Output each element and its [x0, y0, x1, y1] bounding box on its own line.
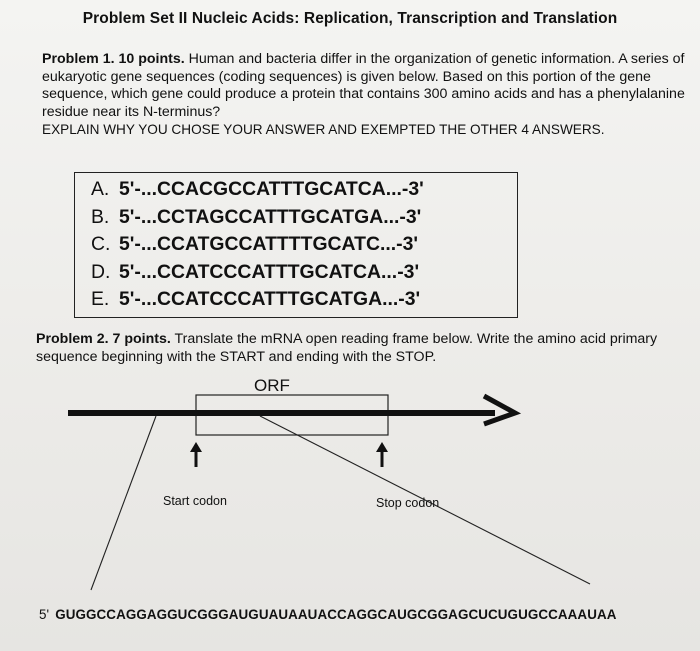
answer-choice-a [91, 176, 517, 204]
problem-1-text: Human and bacteria differ in the organization of genetic information. A series of eukaryotic gene sequences (coding sequences) is given below. Based on this portion of the gene sequence, which gene could produce a protein that contains 300 amino acids and has a phenylalanine residue near its N-terminus? [42, 51, 685, 120]
problem-1-label: Problem 1. [42, 51, 115, 67]
answer-choice-c [91, 231, 517, 259]
answer-letter: E. [91, 288, 110, 311]
answer-choice-d [91, 259, 517, 287]
problem-2-points: 7 points. [112, 331, 171, 347]
answer-choice-b [91, 204, 517, 232]
answer-sequence: 5'-...CCATCCCATTTGCATGA...-3' [119, 288, 421, 311]
start-codon-arrow-icon [190, 442, 202, 467]
orf-diagram [0, 372, 700, 607]
left-pointer-line [91, 416, 156, 590]
answer-letter: B. [91, 205, 110, 228]
mrna-sequence: GUGGCCAGGAGGUCGGGAUGUAUAAUACCAGGCAUGCGGAGCUCUGUGCCAAAUAA [55, 607, 617, 622]
answer-sequence: 5'-...CCATGCCATTTTGCATC...-3' [119, 233, 418, 256]
answer-choices-box [74, 172, 518, 318]
problem-1-points: 10 points. [118, 51, 185, 67]
answer-sequence: 5'-...CCTAGCCATTTGCATGA...-3' [119, 205, 422, 228]
problem-2-text: Translate the mRNA open reading frame below. Write the amino acid primary sequence beginning with the START and ending with the STOP. [36, 331, 658, 365]
stop-codon-arrow-icon [376, 442, 388, 467]
start-codon-label: Start codon [163, 494, 227, 508]
orf-label: ORF [254, 376, 290, 395]
answer-sequence: 5'-...CCATCCCATTTGCATCA...-3' [119, 260, 420, 283]
mrna-five-prime: 5' [39, 607, 50, 622]
stop-codon-label: Stop codon [376, 496, 440, 510]
mrna-sequence-line [39, 607, 617, 622]
answer-letter: D. [91, 260, 111, 283]
problem-1 [42, 51, 697, 139]
page-title: Problem Set II Nucleic Acids: Replication, Transcription and Translation [82, 10, 618, 27]
problem-2 [36, 331, 686, 366]
problem-1-instruction: EXPLAIN WHY YOU CHOSE YOUR ANSWER AND EXEMPTED THE OTHER 4 ANSWERS. [42, 122, 605, 138]
problem-2-label: Problem 2. [36, 331, 109, 347]
answer-letter: C. [91, 233, 111, 256]
answer-letter: A. [91, 178, 110, 200]
answer-choice-e [91, 286, 517, 314]
answer-sequence: 5'-...CCACGCCATTTGCATCA...-3' [119, 178, 424, 200]
